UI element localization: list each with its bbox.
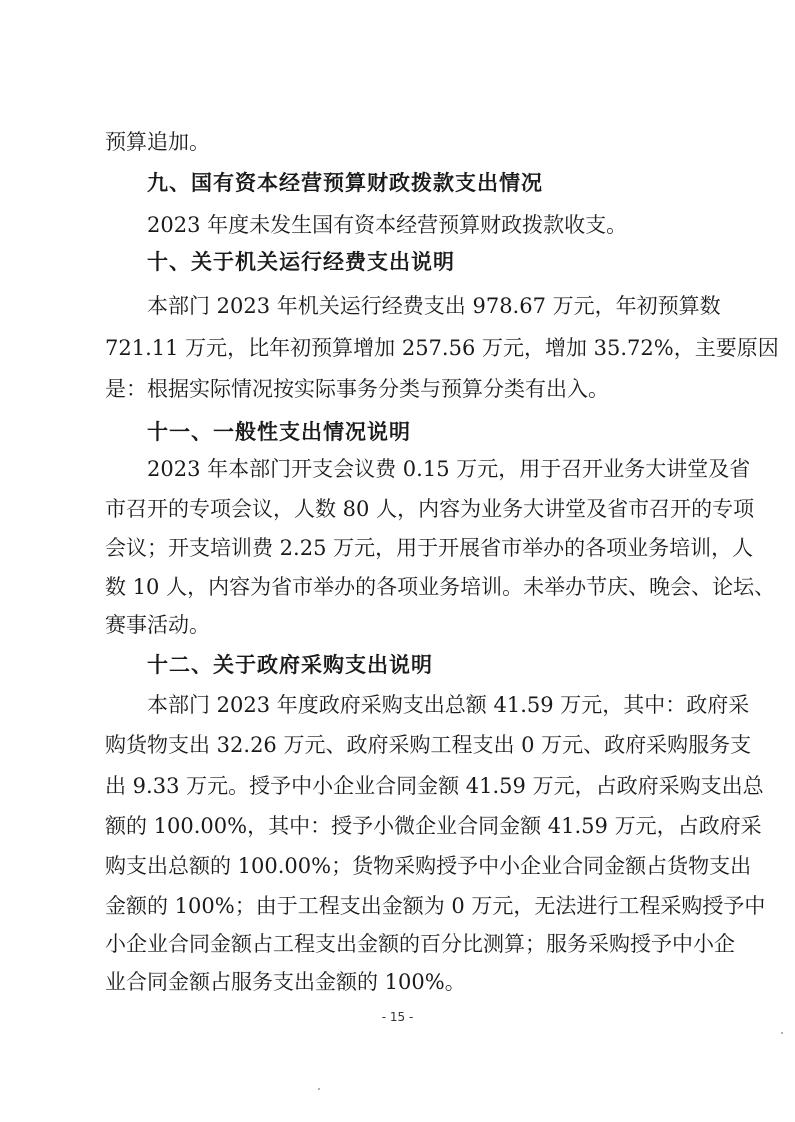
text-line: 购货物支出 32.26 万元、政府采购工程支出 0 万元、政府采购服务支 bbox=[105, 733, 752, 757]
text-line: 721.11 万元，比年初预算增加 257.56 万元，增加 35.72%，主要原因 bbox=[105, 336, 779, 360]
page-number: - 15 - bbox=[381, 1010, 414, 1024]
text-line: 会议；开支培训费 2.25 万元，用于开展省市举办的各项业务培训，人 bbox=[105, 536, 754, 560]
text-line: 本部门 2023 年机关运行经费支出 978.67 万元，年初预算数 bbox=[147, 294, 721, 318]
text-line: 市召开的专项会议，人数 80 人，内容为业务大讲堂及省市召开的专项 bbox=[105, 497, 755, 521]
text-line: 2023 年度未发生国有资本经营预算财政拨款收支。 bbox=[147, 213, 628, 237]
scan-speck bbox=[318, 1088, 320, 1090]
text-line: 金额的 100%；由于工程支出金额为 0 万元，无法进行工程采购授予中 bbox=[105, 894, 766, 918]
text-line: 出 9.33 万元。授予中小企业合同金额 41.59 万元，占政府采购支出总 bbox=[105, 774, 764, 798]
text-line: 数 10 人，内容为省市举办的各项业务培训。未举办节庆、晚会、论坛、 bbox=[105, 575, 776, 599]
text-line: 2023 年本部门开支会议费 0.15 万元，用于召开业务大讲堂及省 bbox=[147, 457, 751, 481]
section-heading-10: 十、关于机关运行经费支出说明 bbox=[147, 250, 455, 274]
section-heading-11: 十一、一般性支出情况说明 bbox=[147, 420, 411, 444]
text-line: 赛事活动。 bbox=[105, 613, 210, 637]
text-line: 业合同金额占服务支出金额的 100%。 bbox=[105, 970, 466, 994]
text-line: 小企业合同金额占工程支出金额的百分比测算；服务采购授予中小企 bbox=[105, 932, 735, 956]
text-line: 本部门 2023 年度政府采购支出总额 41.59 万元，其中：政府采 bbox=[147, 693, 750, 717]
text-line: 是：根据实际情况按实际事务分类与预算分类有出入。 bbox=[105, 377, 609, 401]
section-heading-9: 九、国有资本经营预算财政拨款支出情况 bbox=[147, 171, 543, 195]
text-line: 预算追加。 bbox=[105, 130, 210, 154]
text-line: 额的 100.00%，其中：授予小微企业合同金额 41.59 万元，占政府采 bbox=[105, 814, 762, 838]
text-line: 购支出总额的 100.00%；货物采购授予中小企业合同金额占货物支出 bbox=[105, 854, 752, 878]
scan-speck bbox=[781, 1032, 783, 1034]
section-heading-12: 十二、关于政府采购支出说明 bbox=[147, 653, 433, 677]
